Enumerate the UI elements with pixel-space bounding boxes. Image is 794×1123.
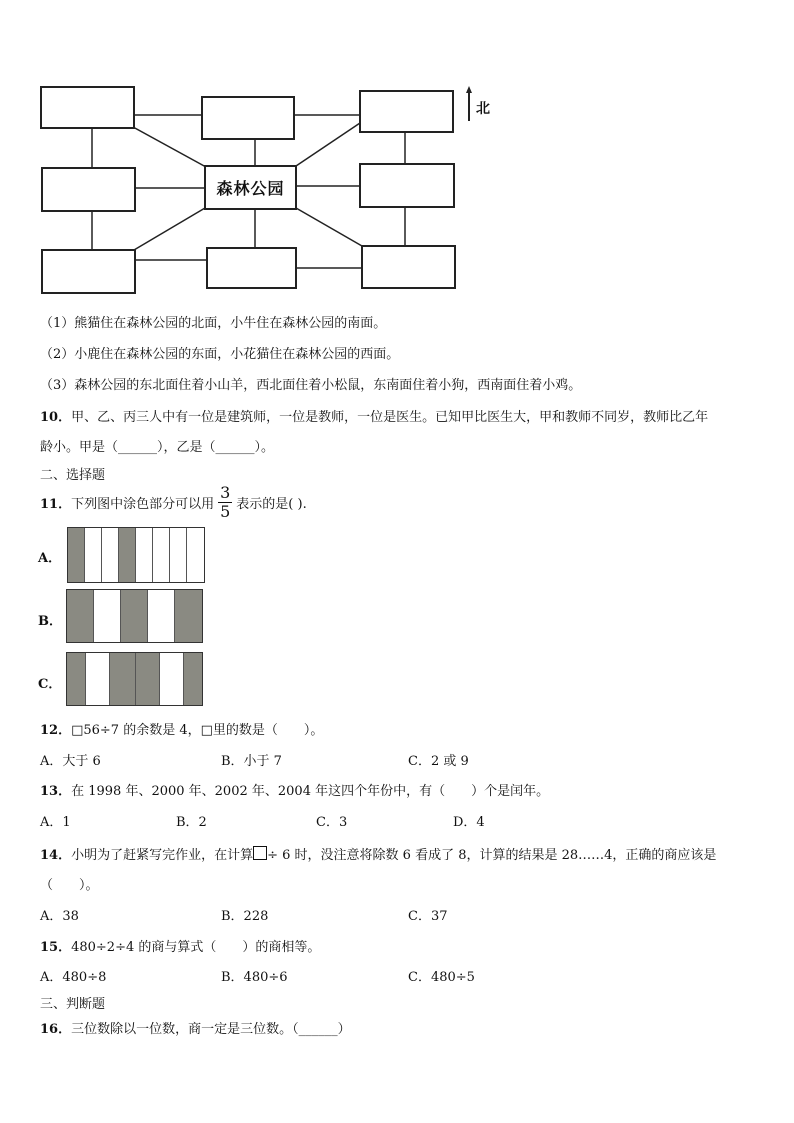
blank-segment <box>148 590 175 642</box>
fraction-three-fifths <box>218 484 232 521</box>
option-c-figure[interactable] <box>66 652 203 706</box>
q14-option-c[interactable]: C．37 <box>408 909 448 924</box>
q14-option-b[interactable]: B．228 <box>221 909 269 924</box>
map-center-label: 森林公园 <box>216 179 285 198</box>
shaded-segment <box>175 590 202 642</box>
map-box-southeast <box>361 245 456 289</box>
shaded-segment <box>184 653 202 705</box>
blank-segment <box>170 528 187 582</box>
fraction-denominator: 5 <box>220 501 231 521</box>
question-11 <box>40 484 307 520</box>
map-box-southwest <box>41 249 136 294</box>
q12-option-c[interactable]: C．2 或 9 <box>408 754 469 769</box>
blank-segment <box>136 528 153 582</box>
question-12 <box>40 719 323 738</box>
shaded-segment <box>67 653 86 705</box>
question-10-line-1 <box>40 406 708 425</box>
q12-option-b[interactable]: B．小于 7 <box>221 754 282 769</box>
map-box-north <box>201 96 295 140</box>
blank-square-icon <box>253 846 267 860</box>
q14-option-a[interactable]: A．38 <box>40 909 79 924</box>
question-text-prefix: 下列图中涂色部分可以用 <box>71 496 215 512</box>
question-number: 11． <box>40 496 72 512</box>
question-13 <box>40 780 549 799</box>
map-box-northeast <box>359 90 454 133</box>
question-number: 16． <box>40 1022 72 1037</box>
blank-segment <box>102 528 119 582</box>
map-box-west <box>41 167 136 212</box>
question-text-before: 小明为了赶紧写完作业，在计算 <box>71 848 254 863</box>
shaded-segment <box>110 653 136 705</box>
question-number: 15． <box>40 940 72 955</box>
q13-option-d[interactable]: D．4 <box>453 815 485 830</box>
fraction-numerator: 3 <box>220 482 231 502</box>
blank-segment <box>85 528 102 582</box>
question-10-line-2: 龄小。甲是（______），乙是（______）。 <box>40 440 275 455</box>
question-text: 480÷2÷4 的商与算式（ ）的商相等。 <box>71 940 321 955</box>
blank-segment <box>94 590 121 642</box>
question-text-suffix: 表示的是( ). <box>236 496 307 512</box>
north-label: 北 <box>476 101 490 117</box>
q13-option-c[interactable]: C．3 <box>316 815 348 830</box>
question-number: 13． <box>40 784 72 799</box>
shaded-segment <box>119 528 136 582</box>
option-b-label: B． <box>38 614 62 629</box>
section-heading-judgement: 三、判断题 <box>40 997 106 1012</box>
question-text: 甲、乙、丙三人中有一位是建筑师，一位是教师，一位是医生。已知甲比医生大，甲和教师不同岁，教师比乙年 <box>71 410 709 425</box>
shaded-segment <box>136 653 160 705</box>
map-note-1: （1）熊猫住在森林公园的北面，小牛住在森林公园的南面。 <box>40 316 387 331</box>
question-number: 12． <box>40 723 72 738</box>
blank-segment <box>187 528 204 582</box>
q12-option-a[interactable]: A．大于 6 <box>40 754 101 769</box>
question-text-after: ÷ 6 时，没注意将除数 6 看成了 8，计算的结果是 28……4，正确的商应该是 <box>267 848 717 863</box>
map-box-east <box>359 163 455 208</box>
shaded-segment <box>67 590 94 642</box>
q15-option-b[interactable]: B．480÷6 <box>221 970 288 985</box>
question-text: □56÷7 的余数是 4，□里的数是（ ）。 <box>71 723 324 738</box>
q15-option-c[interactable]: C．480÷5 <box>408 970 475 985</box>
question-number: 14． <box>40 848 72 863</box>
question-15 <box>40 936 320 955</box>
shaded-segment <box>68 528 85 582</box>
question-14 <box>40 844 716 863</box>
q13-option-b[interactable]: B．2 <box>176 815 207 830</box>
question-14-line-2: （ ）。 <box>40 878 99 893</box>
blank-segment <box>160 653 184 705</box>
q13-option-a[interactable]: A．1 <box>40 815 71 830</box>
map-center-forest-park <box>204 165 297 210</box>
question-text: 在 1998 年、2000 年、2002 年、2004 年这四个年份中，有（ ）个是闰年。 <box>71 784 550 799</box>
option-b-figure[interactable] <box>66 589 203 643</box>
q15-option-a[interactable]: A．480÷8 <box>40 970 107 985</box>
option-c-label: C． <box>38 677 62 692</box>
map-note-3: （3）森林公园的东北面住着小山羊，西北面住着小松鼠，东南面住着小狗，西南面住着小鸡。 <box>40 378 582 393</box>
map-note-2: （2）小鹿住在森林公园的东面，小花猫住在森林公园的西面。 <box>40 347 400 362</box>
blank-segment <box>153 528 170 582</box>
option-a-figure[interactable] <box>67 527 205 583</box>
section-heading-choice: 二、选择题 <box>40 468 106 483</box>
question-16 <box>40 1018 351 1037</box>
question-text: 三位数除以一位数，商一定是三位数。（______） <box>71 1022 351 1037</box>
blank-segment <box>86 653 110 705</box>
map-box-south <box>206 247 297 289</box>
shaded-segment <box>121 590 148 642</box>
question-number: 10． <box>40 410 72 425</box>
option-a-label: A． <box>38 551 62 566</box>
map-box-northwest <box>40 86 135 129</box>
